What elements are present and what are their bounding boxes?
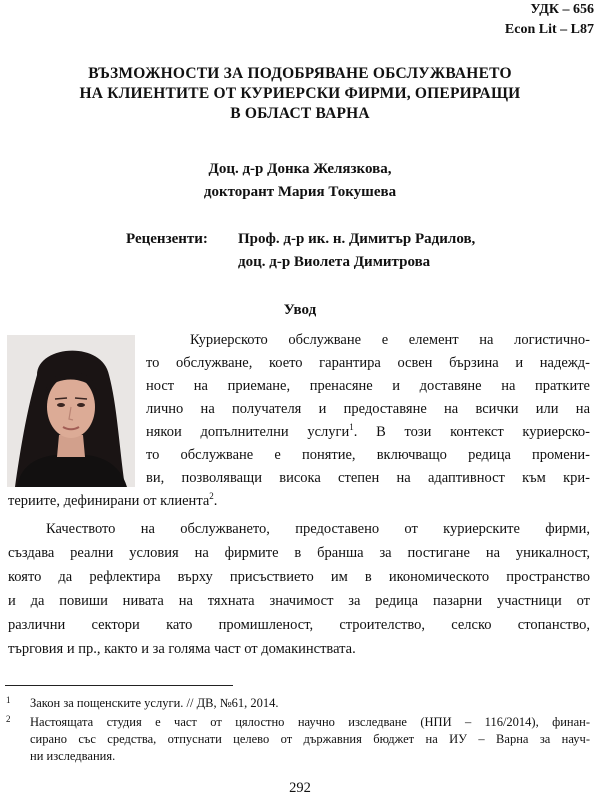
para1-line-8 [8, 491, 590, 511]
para2-line-4: и да повиши нивата на тяхната значимост за редица пазарни участници от [8, 593, 590, 609]
author-portrait-photo [7, 335, 135, 487]
footnote-1-text: Закон за пощенските услуги. // ДВ, №61, 2014. [30, 696, 279, 710]
econlit-code: Econ Lit – L87 [504, 22, 594, 37]
author-1: Доц. д-р Донка Желязкова, [208, 161, 392, 177]
footnote-ref-2[interactable]: 2 [209, 491, 214, 502]
para2-line-1: Качеството на обслужването, предоставено от куриерските фирми, [46, 521, 590, 537]
para1-line-8-a: териите, дефинирани от клиента [8, 493, 210, 509]
section-heading: Увод [283, 302, 317, 318]
author-2: докторант Мария Токушева [203, 184, 397, 200]
reviewer-1: Проф. д-р ик. н. Димитър Радилов, [238, 231, 476, 247]
para2-line-5: различни сектори като промишленост, строителство, селско стопанство, [8, 617, 590, 633]
para1-line-7: ви, позволяващи висока степен на адаптивност към кри- [146, 470, 590, 486]
reviewers-label: Рецензенти: [126, 231, 208, 247]
title-line-3: В ОБЛАСТ ВАРНА [230, 105, 370, 122]
footnote-1-number: 1 [6, 695, 11, 705]
para2-line-3: която да рефлектира върху присъствието им в икономическото пространство [8, 569, 590, 585]
para2-line-6: търговия и пр., както и за голяма част от домакинствата. [8, 641, 356, 657]
title-line-2: НА КЛИЕНТИТЕ ОТ КУРИЕРСКИ ФИРМИ, ОПЕРИРАЩИ [79, 85, 521, 102]
reviewers-block [126, 228, 475, 274]
para1-line-6: то обслужване е понятие, включващо редица промени- [146, 447, 590, 463]
para1-line-5-b: . В този контекст куриерско- [353, 424, 590, 440]
reviewer-2: доц. д-р Виолета Димитрова [238, 254, 431, 270]
footnote-2-line-3: ни изследвания. [30, 749, 116, 763]
para1-line-5-a: някои допълнителни услуги [146, 424, 350, 440]
para1-line-5 [146, 422, 590, 442]
footnote-ref-1[interactable]: 1 [349, 422, 354, 433]
para2-line-2: създава реални условия на фирмите в бранша за постигане на уникалност, [8, 545, 590, 561]
classification-codes [505, 0, 594, 40]
para1-line-1: Куриерското обслужване е елемент на логистично- [190, 332, 590, 348]
authors-block [0, 158, 600, 204]
udk-code: УДК – 656 [530, 2, 594, 17]
page-number: 292 [289, 780, 311, 796]
title-line-1: ВЪЗМОЖНОСТИ ЗА ПОДОБРЯВАНЕ ОБСЛУЖВАНЕТО [88, 65, 512, 82]
footnote-2-line-2: сирано със средства, отпуснати целево от държавния бюджет на ИУ – Варна за науч- [30, 732, 590, 746]
portrait-illustration [7, 335, 135, 487]
para1-line-8-b: . [213, 493, 218, 509]
para1-line-2: то обслужване, което гарантира освен бързина и надежд- [146, 355, 590, 371]
footnote-separator [5, 685, 233, 686]
para1-line-4: лично на получателя и предоставяне на всички или на [146, 401, 590, 417]
footnote-2-number: 2 [6, 714, 11, 724]
para1-line-3: ност на приемане, пренасяне и доставяне на пратките [146, 378, 590, 394]
paper-title [30, 64, 570, 124]
footnote-2-line-1: Настоящата студия е част от цялостно научно изследване (НПИ – 116/2014), финан- [30, 715, 590, 729]
